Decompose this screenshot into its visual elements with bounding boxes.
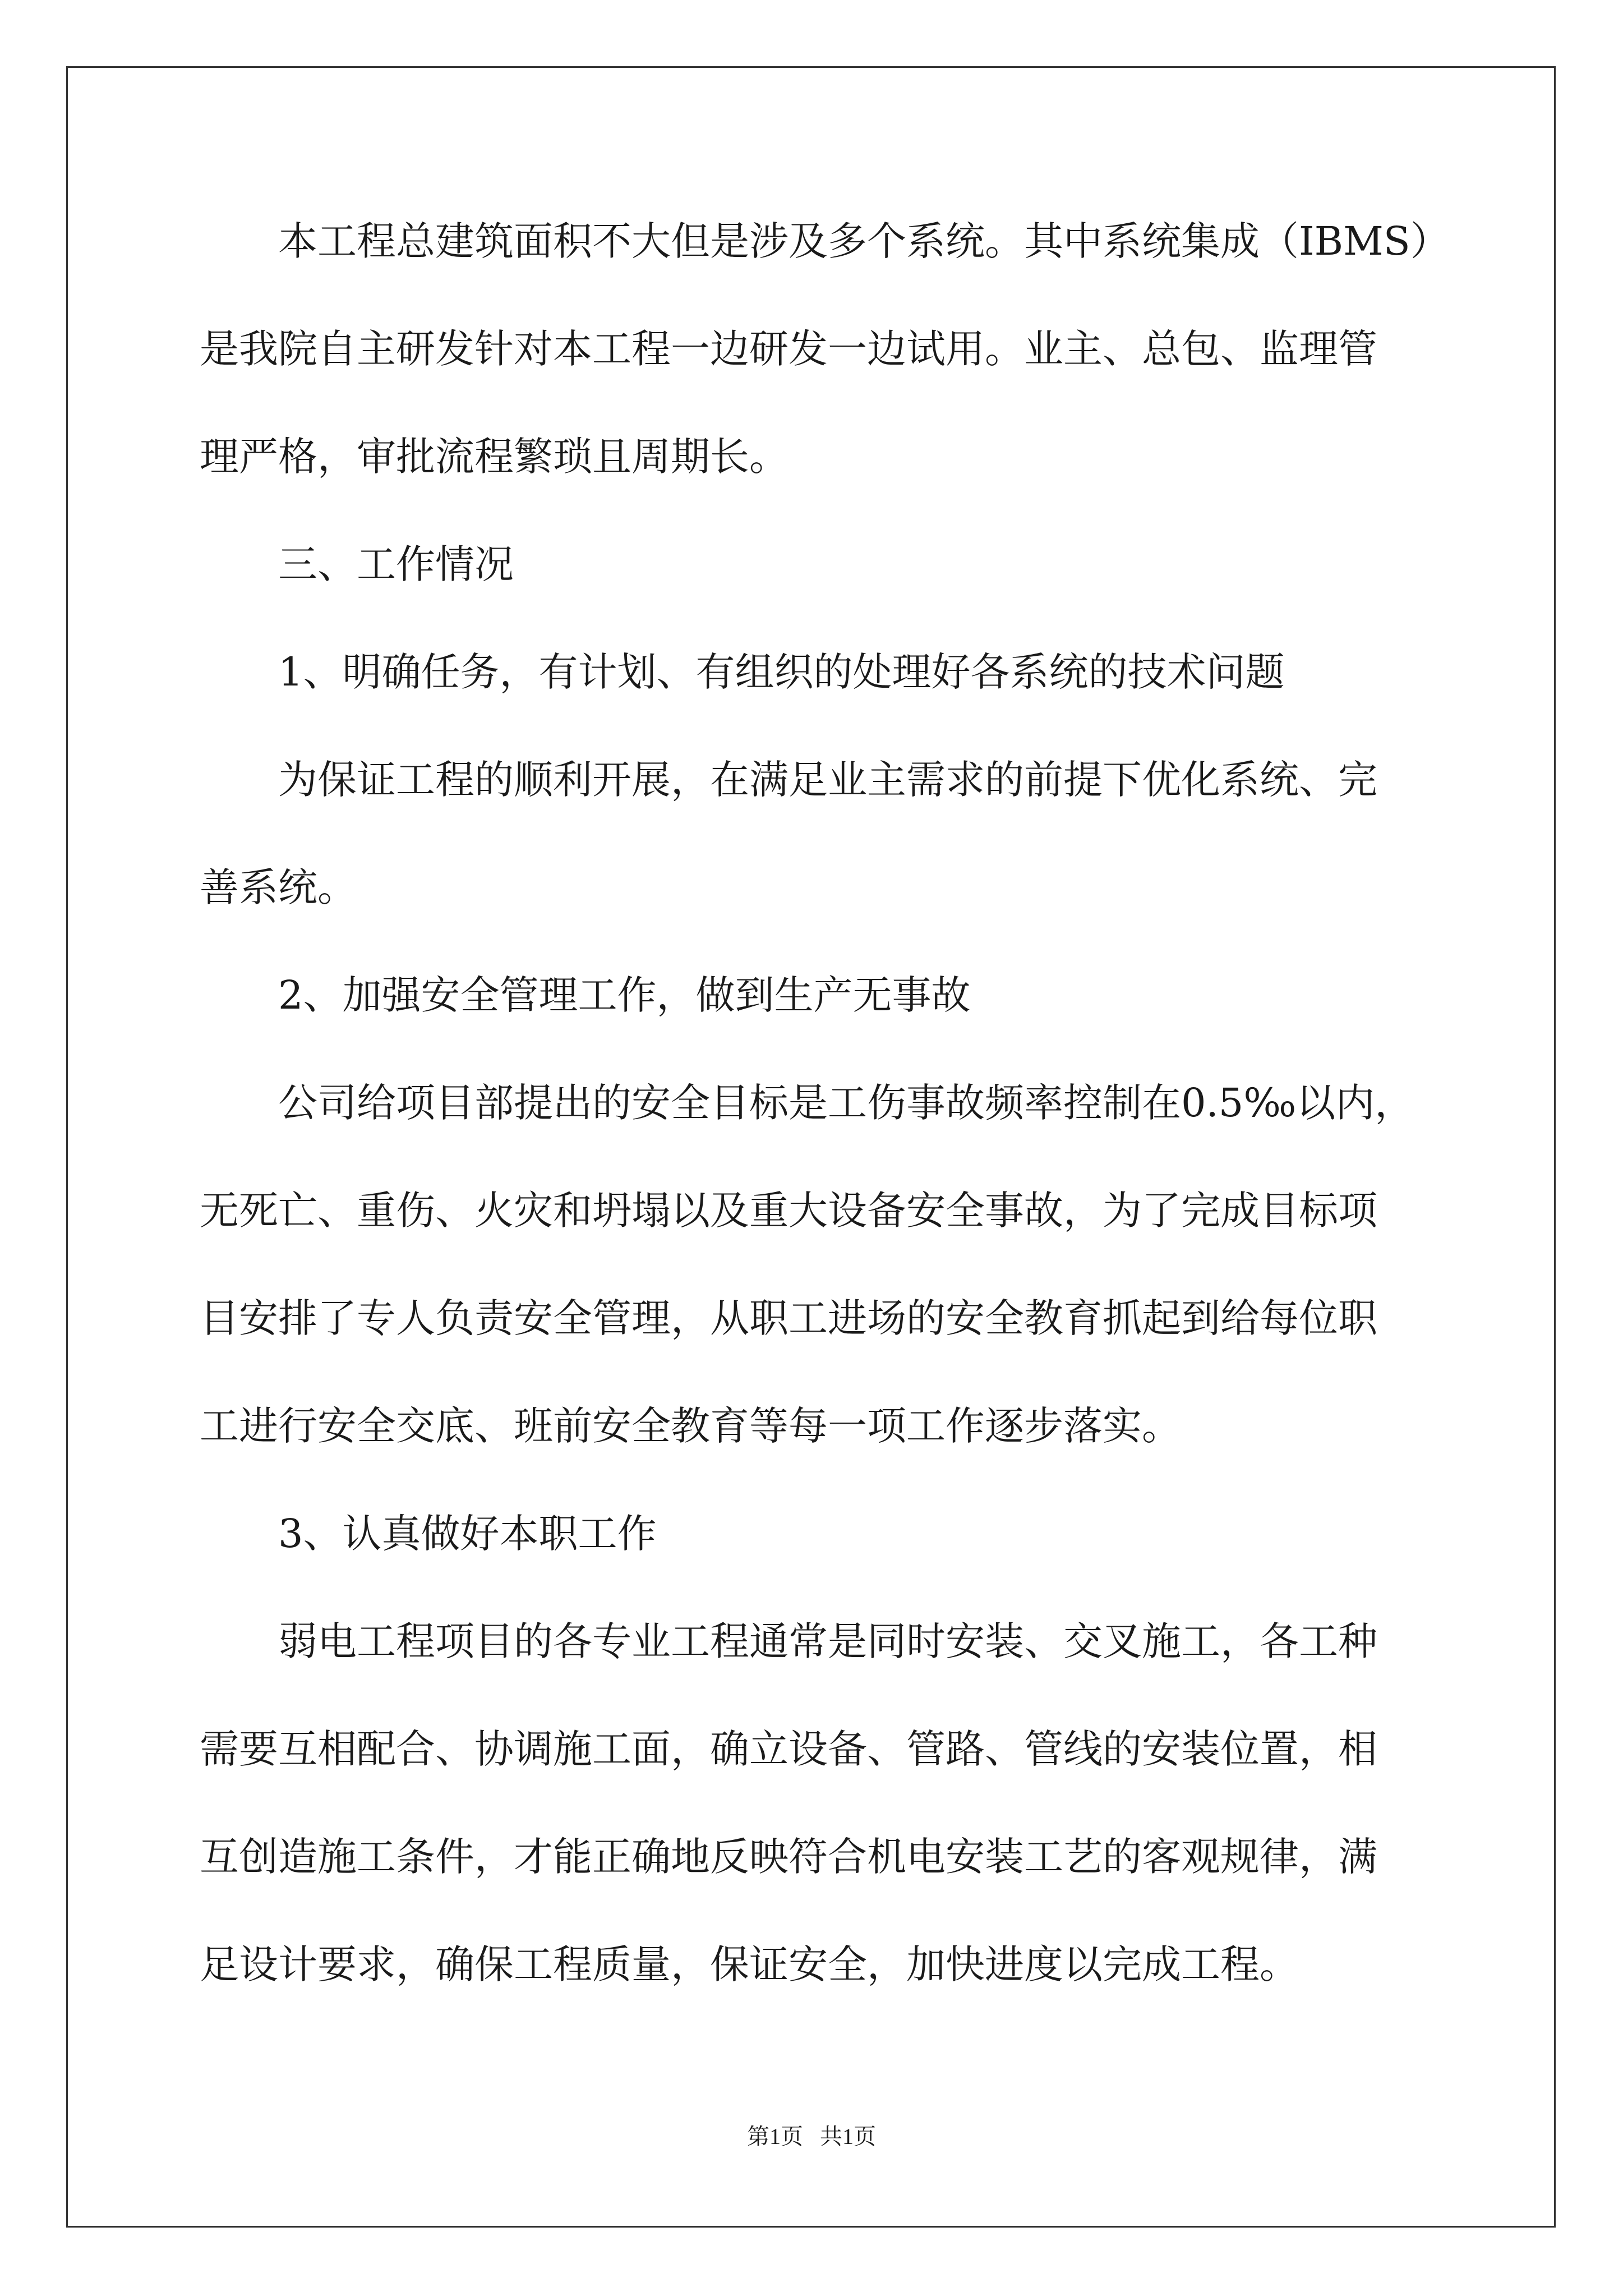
para-3-line-4: 足设计要求，确保工程质量，保证安全，加快进度以完成工程。 [200,1941,1299,1987]
overview-line-3: 理严格，审批流程繁琐且周期长。 [200,434,789,480]
subheading-1: 1、明确任务，有计划、有组织的处理好各系统的技术问题 [278,649,1285,695]
subheading-3: 3、认真做好本职工作 [278,1511,657,1557]
para-1-line-2: 善系统。 [200,864,357,910]
page-border [66,66,1556,2228]
para-2-line-4: 工进行安全交底、班前安全教育等每一项工作逐步落实。 [200,1403,1181,1449]
page-number-footer: 第1页 共1页 [747,2124,876,2149]
para-2-line-3: 目安排了专人负责安全管理，从职工进场的安全教育抓起到给每位职 [200,1295,1377,1341]
para-2-line-1: 公司给项目部提出的安全目标是工伤事故频率控制在0.5‰以内， [278,1080,1414,1126]
para-3-line-1: 弱电工程项目的各专业工程通常是同时安装、交叉施工，各工种 [278,1618,1377,1664]
overview-line-1: 本工程总建筑面积不大但是涉及多个系统。其中系统集成（IBMS） [278,218,1450,264]
para-2-line-2: 无死亡、重伤、火灾和坍塌以及重大设备安全事故，为了完成目标项 [200,1188,1377,1234]
section-heading: 三、工作情况 [278,541,514,587]
overview-line-2: 是我院自主研发针对本工程一边研发一边试用。业主、总包、监理管 [200,326,1377,372]
subheading-2: 2、加强安全管理工作，做到生产无事故 [278,972,971,1018]
para-1-line-1: 为保证工程的顺利开展，在满足业主需求的前提下优化系统、完 [278,757,1377,803]
para-3-line-3: 互创造施工条件，才能正确地反映符合机电安装工艺的客观规律，满 [200,1834,1377,1880]
para-3-line-2: 需要互相配合、协调施工面，确立设备、管路、管线的安装位置，相 [200,1726,1377,1772]
